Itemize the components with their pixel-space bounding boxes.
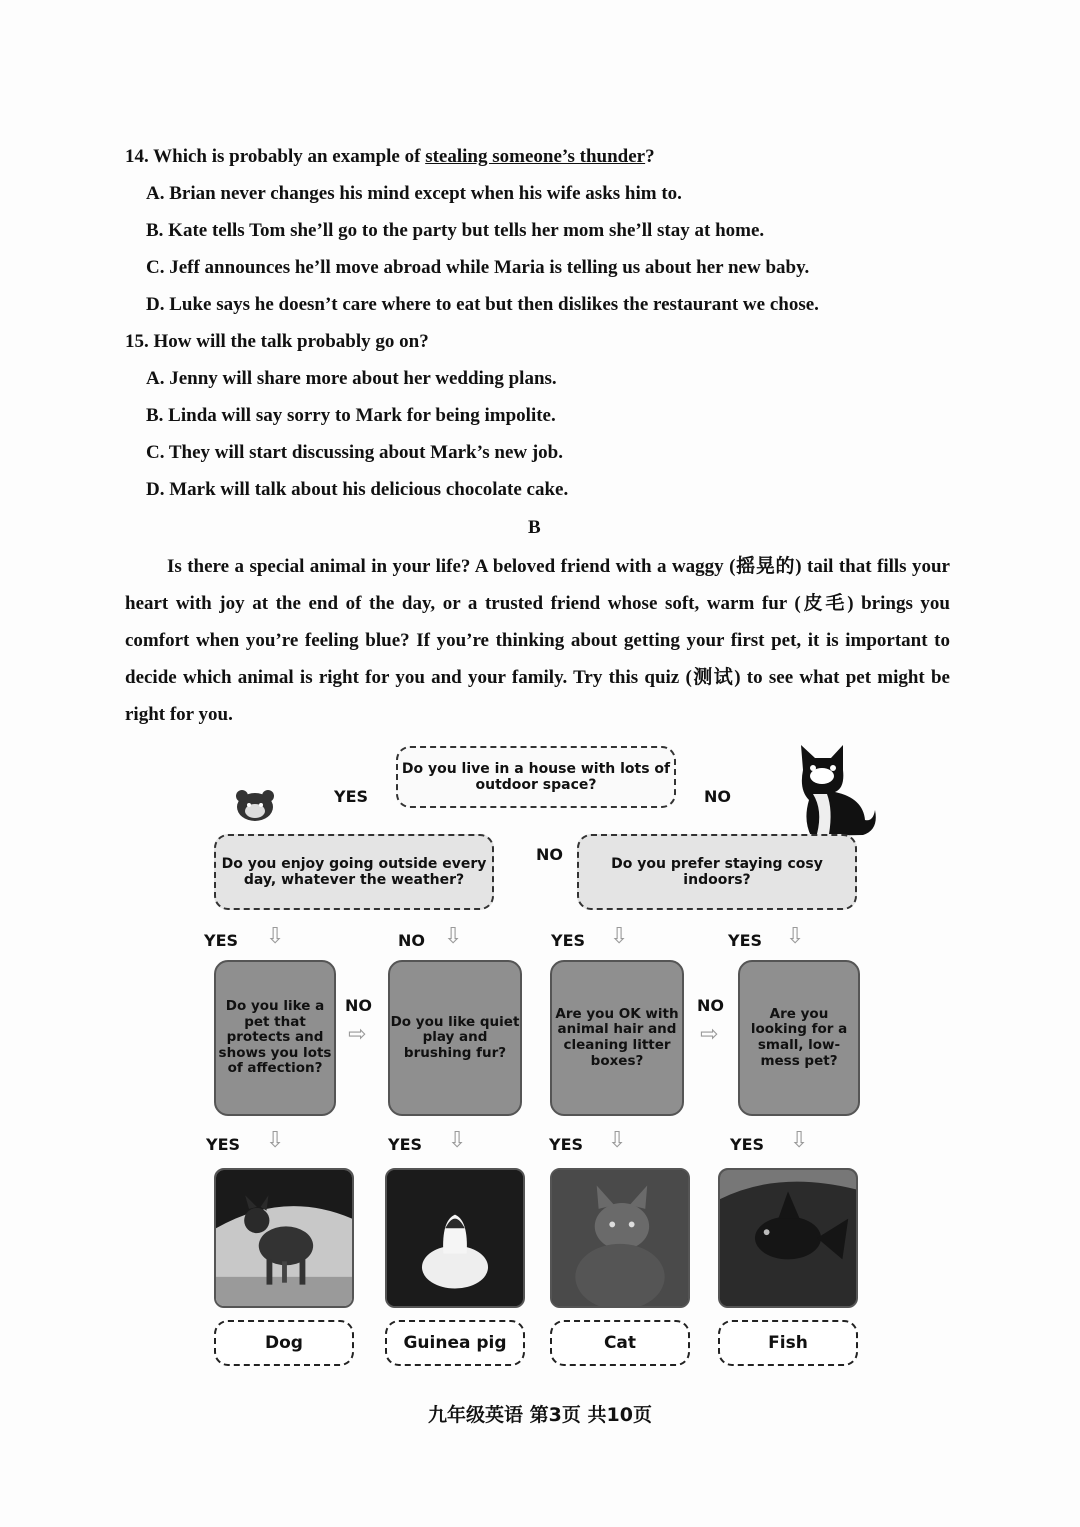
result-cat: Cat: [550, 1320, 690, 1366]
arrow-down-icon: ⇩: [610, 924, 629, 949]
q14-stem-suffix: ?: [645, 146, 655, 167]
question-15-stem: 15. How will the talk probably go on?: [125, 331, 429, 352]
passage-text: Is there a special animal in your life? A beloved friend with a waggy (摇晃的) tail that fills your heart with joy at the end of the day, or a trusted friend whose soft, warm fur (皮毛) brings you comfort when you’re feeling blue? If you’re thinking about getting your first pet, it is important to decide which animal is right for you and your family. Try this quiz (测试) to see what pet might be right for you.: [125, 556, 950, 725]
hamster-icon: [232, 785, 278, 827]
result-fish: Fish: [718, 1320, 858, 1366]
q14-option-a: A. Brian never changes his mind except when his wife asks him to.: [146, 183, 682, 204]
cat-icon: [783, 740, 878, 840]
cat-photo: [550, 1168, 690, 1308]
q15-option-c: C. They will start discussing about Mark’s new job.: [146, 442, 563, 463]
question-outdoor-space: Do you live in a house with lots of outdoor space?: [396, 746, 676, 808]
yes-label: YES: [388, 1135, 423, 1154]
yes-label: YES: [204, 931, 239, 950]
result-guinea-pig: Guinea pig: [385, 1320, 525, 1366]
q15-option-d: D. Mark will talk about his delicious chocolate cake.: [146, 479, 569, 500]
yes-label: YES: [728, 931, 763, 950]
yes-label: YES: [551, 931, 586, 950]
arrow-down-icon: ⇩: [448, 1128, 467, 1153]
yes-label: YES: [334, 787, 369, 806]
question-animal-hair: Are you OK with animal hair and cleaning litter boxes?: [550, 960, 684, 1116]
arrow-down-icon: ⇩: [608, 1128, 627, 1153]
arrow-down-icon: ⇩: [266, 924, 285, 949]
guinea-pig-photo: [385, 1168, 525, 1308]
question-quiet-play: Do you like quiet play and brushing fur?: [388, 960, 522, 1116]
question-stay-indoors: Do you prefer staying cosy indoors?: [577, 834, 857, 910]
question-14-stem: [125, 146, 655, 168]
passage: [125, 548, 950, 733]
section-heading: B: [528, 517, 541, 538]
arrow-down-icon: ⇩: [786, 924, 805, 949]
question-protective-pet: Do you like a pet that protects and shows you lots of affection?: [214, 960, 336, 1116]
yes-label: YES: [549, 1135, 584, 1154]
question-go-outside: Do you enjoy going outside every day, whatever the weather?: [214, 834, 494, 910]
arrow-right-icon: ⇨: [700, 1022, 719, 1047]
yes-label: YES: [730, 1135, 765, 1154]
page-footer: 九年级英语 第3页 共10页: [428, 1404, 652, 1426]
fish-photo: [718, 1168, 858, 1308]
no-label: NO: [697, 996, 724, 1015]
no-label: NO: [345, 996, 372, 1015]
q14-option-d: D. Luke says he doesn’t care where to eat but then dislikes the restaurant we chose.: [146, 294, 819, 315]
q14-stem-prefix: 14. Which is probably an example of: [125, 146, 426, 167]
no-label: NO: [398, 931, 425, 950]
q14-underlined-phrase: stealing someone’s thunder: [425, 146, 646, 167]
yes-label: YES: [206, 1135, 241, 1154]
arrow-down-icon: ⇩: [790, 1128, 809, 1153]
no-label: NO: [704, 787, 731, 806]
q14-option-b: B. Kate tells Tom she’ll go to the party but tells her mom she’ll stay at home.: [146, 220, 765, 241]
q14-option-c: C. Jeff announces he’ll move abroad while Maria is telling us about her new baby.: [146, 257, 810, 278]
q15-option-b: B. Linda will say sorry to Mark for being impolite.: [146, 405, 556, 426]
arrow-down-icon: ⇩: [444, 924, 463, 949]
arrow-down-icon: ⇩: [266, 1128, 285, 1153]
arrow-right-icon: ⇨: [348, 1022, 367, 1047]
dog-photo: [214, 1168, 354, 1308]
result-dog: Dog: [214, 1320, 354, 1366]
no-label: NO: [536, 845, 563, 864]
q15-option-a: A. Jenny will share more about her wedding plans.: [146, 368, 557, 389]
question-low-mess-pet: Are you looking for a small, low-mess pet?: [738, 960, 860, 1116]
